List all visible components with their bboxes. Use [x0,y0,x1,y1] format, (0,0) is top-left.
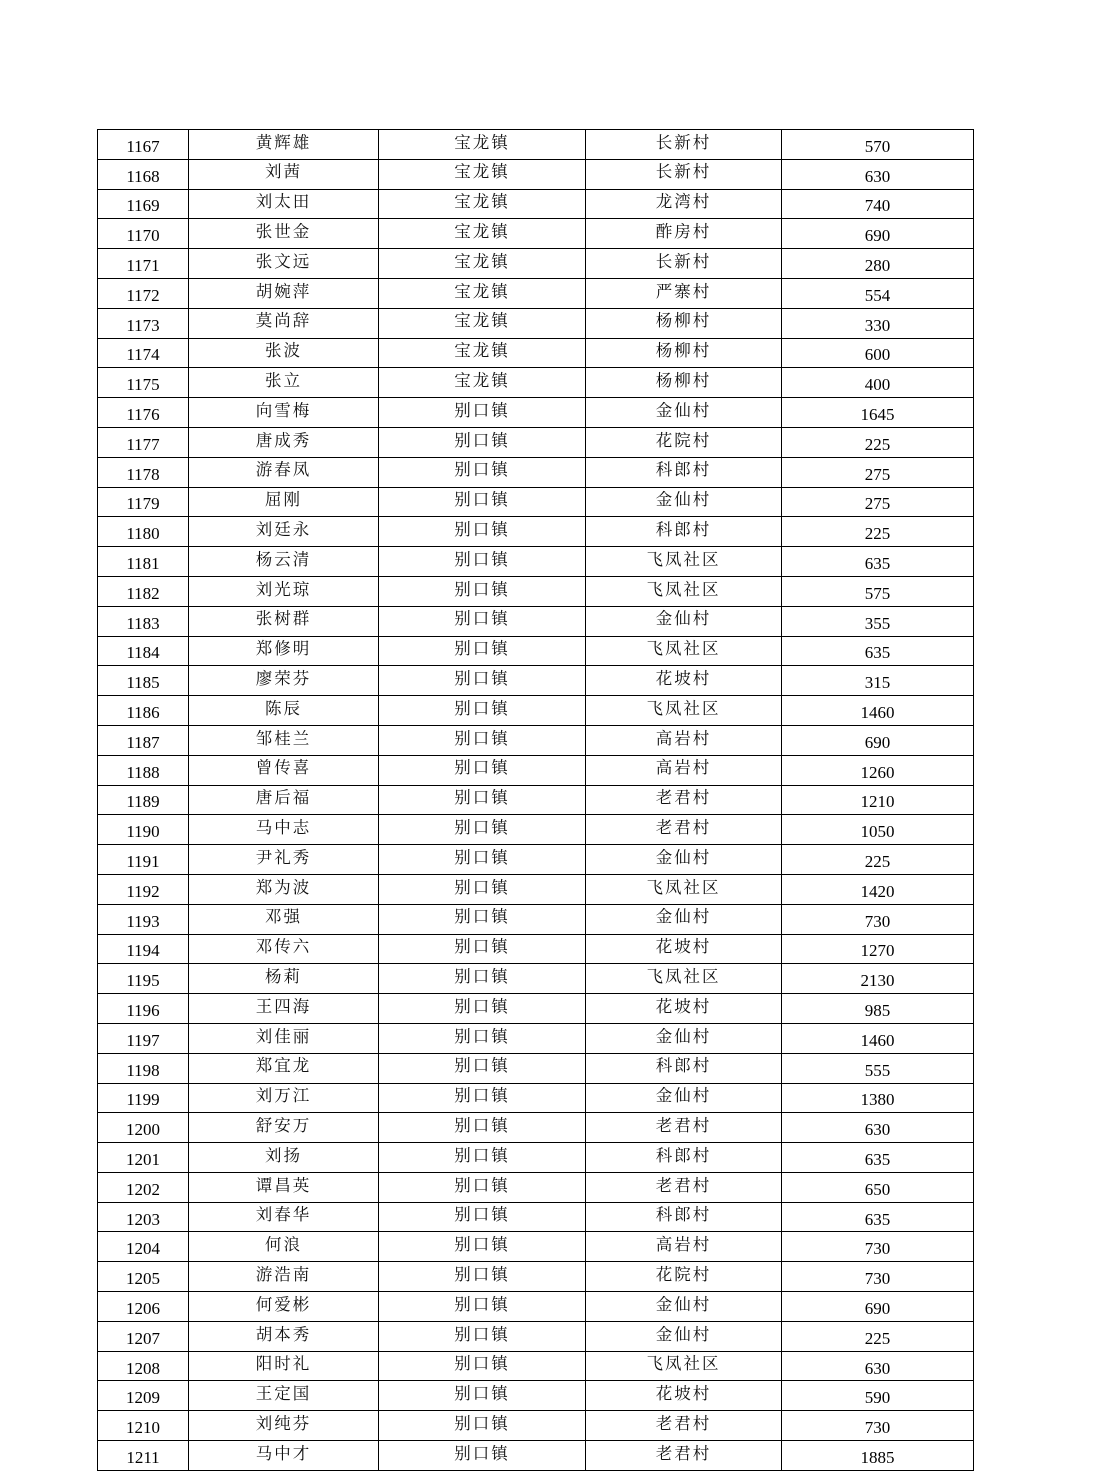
name-cell: 胡婉萍 [189,278,379,308]
name-cell: 马中志 [189,815,379,845]
name-cell: 刘佳丽 [189,1023,379,1053]
row-number-cell: 1192 [98,874,189,904]
name-cell: 廖荣芬 [189,666,379,696]
table-row [98,308,974,338]
name-cell: 游春凤 [189,457,379,487]
table-row [98,1292,974,1322]
name-cell: 马中才 [189,1441,379,1471]
town-cell: 别口镇 [379,547,586,577]
village-cell: 花院村 [586,1262,782,1292]
amount-cell: 730 [782,904,974,934]
town-cell: 宝龙镇 [379,368,586,398]
row-number-cell: 1194 [98,934,189,964]
row-number-cell: 1172 [98,278,189,308]
name-cell: 黄辉雄 [189,130,379,160]
town-cell: 别口镇 [379,1053,586,1083]
town-cell: 宝龙镇 [379,219,586,249]
town-cell: 别口镇 [379,1202,586,1232]
village-cell: 严寨村 [586,278,782,308]
town-cell: 别口镇 [379,934,586,964]
row-number-cell: 1193 [98,904,189,934]
village-cell: 飞凤社区 [586,874,782,904]
roster-table [97,129,974,1471]
row-number-cell: 1180 [98,517,189,547]
table-row [98,1202,974,1232]
name-cell: 舒安万 [189,1113,379,1143]
row-number-cell: 1169 [98,189,189,219]
table-row [98,1172,974,1202]
amount-cell: 1645 [782,398,974,428]
table-row [98,994,974,1024]
table-row [98,815,974,845]
row-number-cell: 1208 [98,1351,189,1381]
town-cell: 宝龙镇 [379,159,586,189]
amount-cell: 730 [782,1411,974,1441]
row-number-cell: 1197 [98,1023,189,1053]
name-cell: 游浩南 [189,1262,379,1292]
village-cell: 飞凤社区 [586,636,782,666]
table-row [98,1321,974,1351]
town-cell: 别口镇 [379,1321,586,1351]
amount-cell: 1210 [782,785,974,815]
village-cell: 科郎村 [586,517,782,547]
town-cell: 别口镇 [379,398,586,428]
village-cell: 金仙村 [586,1083,782,1113]
town-cell: 别口镇 [379,904,586,934]
town-cell: 别口镇 [379,1441,586,1471]
amount-cell: 225 [782,517,974,547]
row-number-cell: 1176 [98,398,189,428]
table-row [98,368,974,398]
name-cell: 刘万江 [189,1083,379,1113]
table-row [98,487,974,517]
town-cell: 别口镇 [379,636,586,666]
row-number-cell: 1184 [98,636,189,666]
row-number-cell: 1187 [98,725,189,755]
village-cell: 飞凤社区 [586,1351,782,1381]
table-row [98,576,974,606]
town-cell: 别口镇 [379,964,586,994]
row-number-cell: 1201 [98,1143,189,1173]
village-cell: 科郎村 [586,457,782,487]
row-number-cell: 1190 [98,815,189,845]
amount-cell: 355 [782,606,974,636]
town-cell: 别口镇 [379,1113,586,1143]
village-cell: 高岩村 [586,725,782,755]
roster-table-body [98,130,974,1471]
row-number-cell: 1170 [98,219,189,249]
table-row [98,964,974,994]
amount-cell: 1050 [782,815,974,845]
amount-cell: 330 [782,308,974,338]
row-number-cell: 1168 [98,159,189,189]
village-cell: 金仙村 [586,398,782,428]
row-number-cell: 1199 [98,1083,189,1113]
amount-cell: 225 [782,427,974,457]
table-row [98,1053,974,1083]
table-row [98,457,974,487]
row-number-cell: 1175 [98,368,189,398]
town-cell: 别口镇 [379,576,586,606]
town-cell: 宝龙镇 [379,338,586,368]
row-number-cell: 1189 [98,785,189,815]
amount-cell: 1460 [782,696,974,726]
name-cell: 屈刚 [189,487,379,517]
town-cell: 宝龙镇 [379,249,586,279]
amount-cell: 690 [782,219,974,249]
village-cell: 长新村 [586,249,782,279]
village-cell: 飞凤社区 [586,696,782,726]
village-cell: 金仙村 [586,487,782,517]
village-cell: 花坡村 [586,666,782,696]
amount-cell: 1270 [782,934,974,964]
town-cell: 别口镇 [379,1232,586,1262]
amount-cell: 730 [782,1232,974,1262]
amount-cell: 635 [782,547,974,577]
name-cell: 郑宜龙 [189,1053,379,1083]
name-cell: 刘春华 [189,1202,379,1232]
village-cell: 金仙村 [586,845,782,875]
row-number-cell: 1195 [98,964,189,994]
village-cell: 老君村 [586,785,782,815]
town-cell: 别口镇 [379,994,586,1024]
town-cell: 别口镇 [379,517,586,547]
name-cell: 唐成秀 [189,427,379,457]
amount-cell: 590 [782,1381,974,1411]
village-cell: 酢房村 [586,219,782,249]
row-number-cell: 1185 [98,666,189,696]
amount-cell: 690 [782,725,974,755]
village-cell: 老君村 [586,815,782,845]
village-cell: 高岩村 [586,755,782,785]
name-cell: 杨云清 [189,547,379,577]
village-cell: 科郎村 [586,1053,782,1083]
name-cell: 唐后福 [189,785,379,815]
village-cell: 金仙村 [586,1023,782,1053]
village-cell: 老君村 [586,1172,782,1202]
village-cell: 金仙村 [586,1321,782,1351]
table-row [98,278,974,308]
table-row [98,219,974,249]
row-number-cell: 1198 [98,1053,189,1083]
village-cell: 花坡村 [586,934,782,964]
table-row [98,636,974,666]
village-cell: 老君村 [586,1441,782,1471]
town-cell: 别口镇 [379,725,586,755]
town-cell: 别口镇 [379,427,586,457]
name-cell: 曾传喜 [189,755,379,785]
name-cell: 刘光琼 [189,576,379,606]
table-row [98,159,974,189]
table-row [98,189,974,219]
table-row [98,785,974,815]
name-cell: 谭昌英 [189,1172,379,1202]
village-cell: 老君村 [586,1113,782,1143]
row-number-cell: 1211 [98,1441,189,1471]
amount-cell: 554 [782,278,974,308]
amount-cell: 575 [782,576,974,606]
amount-cell: 1885 [782,1441,974,1471]
name-cell: 何浪 [189,1232,379,1262]
town-cell: 别口镇 [379,1262,586,1292]
name-cell: 刘扬 [189,1143,379,1173]
row-number-cell: 1191 [98,845,189,875]
amount-cell: 1260 [782,755,974,785]
town-cell: 别口镇 [379,845,586,875]
table-row [98,1441,974,1471]
table-row [98,1232,974,1262]
table-row [98,874,974,904]
table-row [98,427,974,457]
name-cell: 王定国 [189,1381,379,1411]
village-cell: 金仙村 [586,904,782,934]
table-row [98,725,974,755]
row-number-cell: 1210 [98,1411,189,1441]
row-number-cell: 1209 [98,1381,189,1411]
town-cell: 别口镇 [379,1143,586,1173]
name-cell: 邹桂兰 [189,725,379,755]
table-row [98,845,974,875]
name-cell: 胡本秀 [189,1321,379,1351]
amount-cell: 280 [782,249,974,279]
amount-cell: 1420 [782,874,974,904]
village-cell: 科郎村 [586,1143,782,1173]
name-cell: 莫尚辞 [189,308,379,338]
table-row [98,606,974,636]
town-cell: 别口镇 [379,785,586,815]
village-cell: 金仙村 [586,1292,782,1322]
row-number-cell: 1167 [98,130,189,160]
table-row [98,1411,974,1441]
row-number-cell: 1171 [98,249,189,279]
row-number-cell: 1207 [98,1321,189,1351]
name-cell: 郑修明 [189,636,379,666]
town-cell: 宝龙镇 [379,278,586,308]
town-cell: 别口镇 [379,1023,586,1053]
amount-cell: 275 [782,457,974,487]
village-cell: 飞凤社区 [586,964,782,994]
table-row [98,338,974,368]
table-row [98,1023,974,1053]
amount-cell: 690 [782,1292,974,1322]
town-cell: 别口镇 [379,606,586,636]
village-cell: 龙湾村 [586,189,782,219]
village-cell: 飞凤社区 [586,576,782,606]
town-cell: 别口镇 [379,755,586,785]
amount-cell: 275 [782,487,974,517]
amount-cell: 225 [782,1321,974,1351]
amount-cell: 635 [782,1202,974,1232]
town-cell: 别口镇 [379,666,586,696]
table-row [98,666,974,696]
amount-cell: 740 [782,189,974,219]
town-cell: 别口镇 [379,815,586,845]
name-cell: 刘太田 [189,189,379,219]
row-number-cell: 1196 [98,994,189,1024]
name-cell: 尹礼秀 [189,845,379,875]
village-cell: 长新村 [586,130,782,160]
village-cell: 长新村 [586,159,782,189]
name-cell: 邓强 [189,904,379,934]
town-cell: 别口镇 [379,1083,586,1113]
village-cell: 花院村 [586,427,782,457]
village-cell: 花坡村 [586,1381,782,1411]
row-number-cell: 1203 [98,1202,189,1232]
table-row [98,1143,974,1173]
village-cell: 飞凤社区 [586,547,782,577]
table-row [98,1351,974,1381]
town-cell: 别口镇 [379,874,586,904]
row-number-cell: 1183 [98,606,189,636]
row-number-cell: 1186 [98,696,189,726]
name-cell: 郑为波 [189,874,379,904]
town-cell: 别口镇 [379,457,586,487]
row-number-cell: 1188 [98,755,189,785]
table-row [98,1113,974,1143]
town-cell: 宝龙镇 [379,189,586,219]
amount-cell: 635 [782,636,974,666]
name-cell: 刘纯芬 [189,1411,379,1441]
table-row [98,1381,974,1411]
row-number-cell: 1202 [98,1172,189,1202]
amount-cell: 730 [782,1262,974,1292]
table-row [98,755,974,785]
village-cell: 金仙村 [586,606,782,636]
name-cell: 邓传六 [189,934,379,964]
amount-cell: 570 [782,130,974,160]
town-cell: 别口镇 [379,1172,586,1202]
row-number-cell: 1178 [98,457,189,487]
table-row [98,130,974,160]
village-cell: 高岩村 [586,1232,782,1262]
amount-cell: 1380 [782,1083,974,1113]
village-cell: 科郎村 [586,1202,782,1232]
name-cell: 张树群 [189,606,379,636]
name-cell: 阳时礼 [189,1351,379,1381]
town-cell: 别口镇 [379,1381,586,1411]
town-cell: 宝龙镇 [379,130,586,160]
row-number-cell: 1206 [98,1292,189,1322]
row-number-cell: 1200 [98,1113,189,1143]
amount-cell: 225 [782,845,974,875]
amount-cell: 400 [782,368,974,398]
row-number-cell: 1174 [98,338,189,368]
table-row [98,398,974,428]
amount-cell: 2130 [782,964,974,994]
town-cell: 别口镇 [379,1351,586,1381]
name-cell: 何爱彬 [189,1292,379,1322]
name-cell: 杨莉 [189,964,379,994]
village-cell: 花坡村 [586,994,782,1024]
amount-cell: 635 [782,1143,974,1173]
table-row [98,934,974,964]
amount-cell: 1460 [782,1023,974,1053]
table-row [98,1083,974,1113]
amount-cell: 650 [782,1172,974,1202]
table-row [98,249,974,279]
amount-cell: 630 [782,159,974,189]
name-cell: 张世金 [189,219,379,249]
town-cell: 别口镇 [379,1292,586,1322]
row-number-cell: 1205 [98,1262,189,1292]
row-number-cell: 1204 [98,1232,189,1262]
village-cell: 杨柳村 [586,308,782,338]
table-row [98,547,974,577]
name-cell: 张波 [189,338,379,368]
amount-cell: 315 [782,666,974,696]
name-cell: 张立 [189,368,379,398]
name-cell: 陈辰 [189,696,379,726]
amount-cell: 630 [782,1113,974,1143]
name-cell: 向雪梅 [189,398,379,428]
name-cell: 刘廷永 [189,517,379,547]
town-cell: 别口镇 [379,696,586,726]
village-cell: 杨柳村 [586,368,782,398]
amount-cell: 555 [782,1053,974,1083]
name-cell: 张文远 [189,249,379,279]
table-row [98,696,974,726]
town-cell: 别口镇 [379,487,586,517]
name-cell: 王四海 [189,994,379,1024]
town-cell: 宝龙镇 [379,308,586,338]
table-row [98,904,974,934]
amount-cell: 600 [782,338,974,368]
town-cell: 别口镇 [379,1411,586,1441]
row-number-cell: 1179 [98,487,189,517]
row-number-cell: 1181 [98,547,189,577]
row-number-cell: 1182 [98,576,189,606]
village-cell: 杨柳村 [586,338,782,368]
village-cell: 老君村 [586,1411,782,1441]
row-number-cell: 1173 [98,308,189,338]
table-row [98,517,974,547]
table-row [98,1262,974,1292]
row-number-cell: 1177 [98,427,189,457]
name-cell: 刘茜 [189,159,379,189]
amount-cell: 985 [782,994,974,1024]
amount-cell: 630 [782,1351,974,1381]
